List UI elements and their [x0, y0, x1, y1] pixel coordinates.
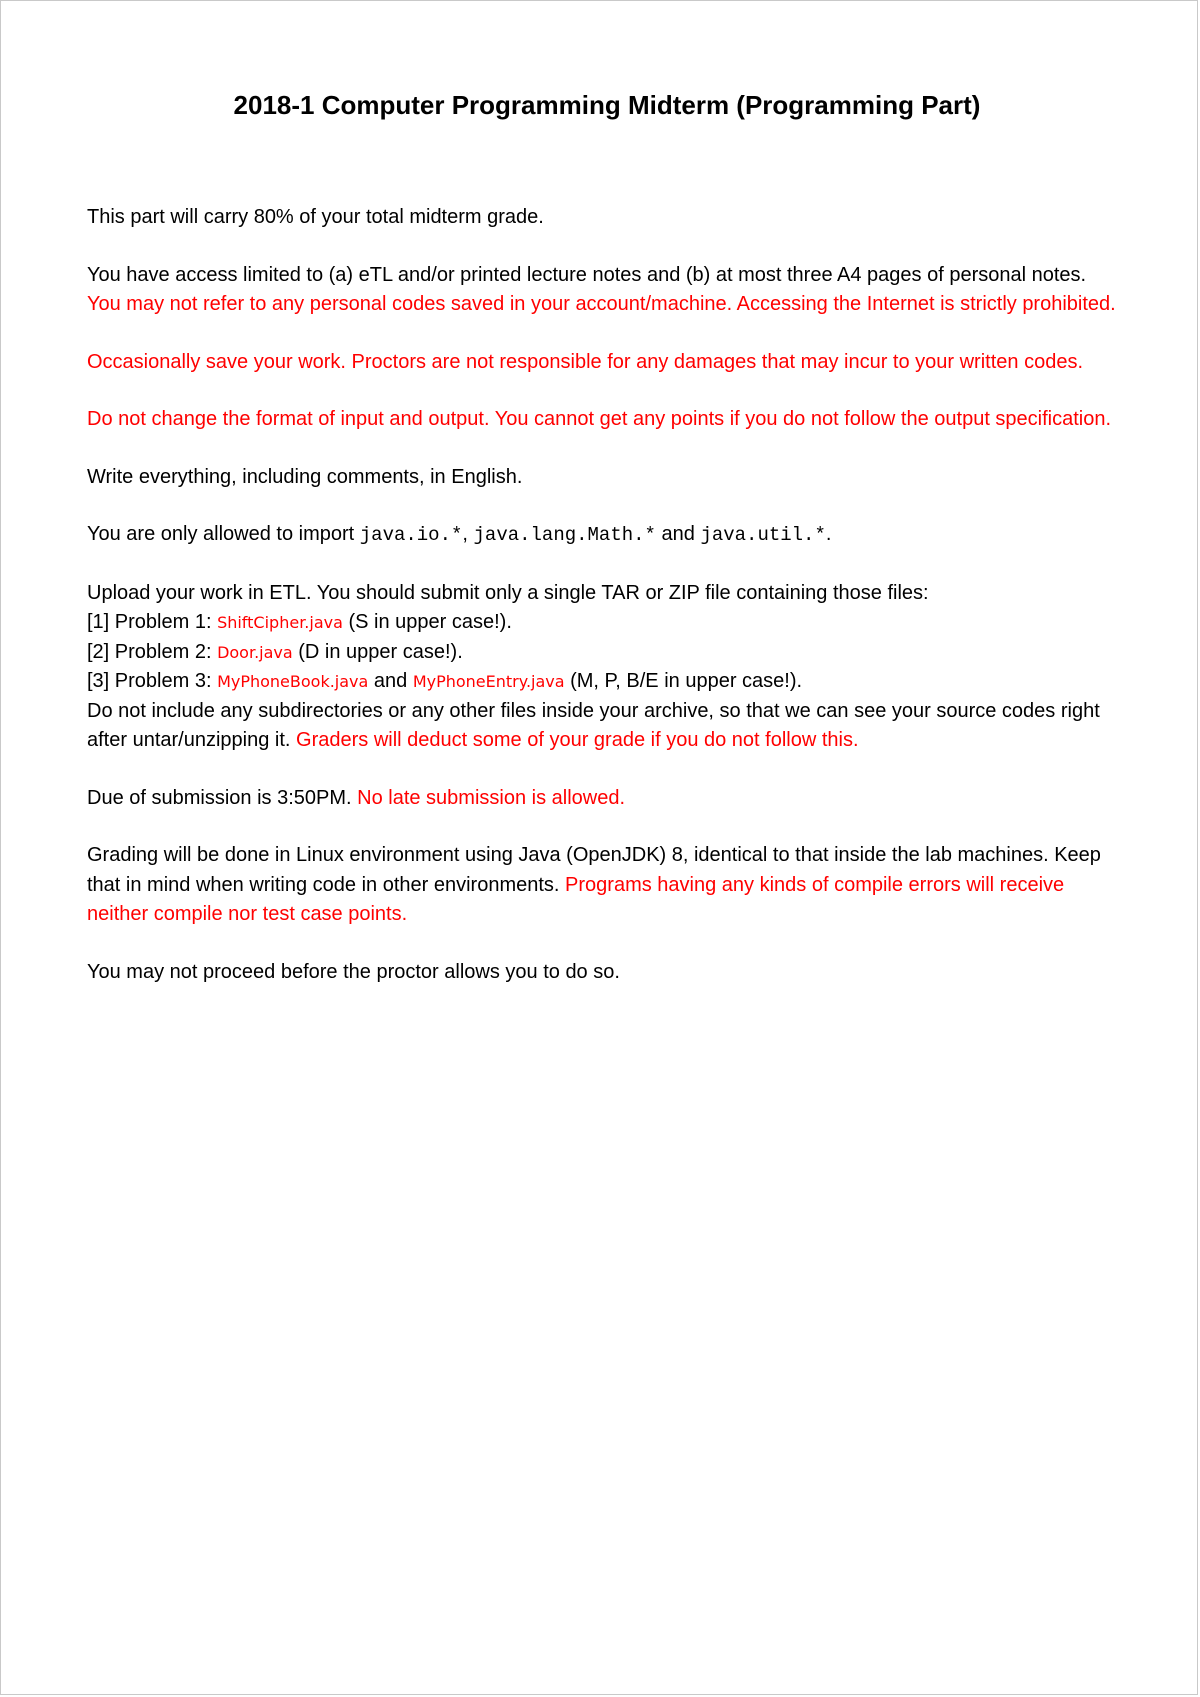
imports-separator-1: ,: [462, 523, 474, 545]
late-submission-warning: No late submission is allowed.: [357, 786, 626, 809]
problem-3-label: [3] Problem 3:: [87, 670, 218, 692]
problem-3-and: and: [368, 670, 413, 692]
archive-rule-text: Do not include any subdirectories or any other files inside your archive, so that we can see your source codes right after untar/unzipping it.: [87, 699, 1100, 751]
imports-separator-2: and: [655, 523, 701, 545]
problem-3-filename-1: MyPhoneBook.java: [217, 672, 369, 691]
compile-error-warning: Programs having any kinds of compile errors will receive neither compile nor test case points.: [87, 873, 1065, 925]
problem-2-note: (D in upper case!).: [292, 640, 463, 663]
import-java-io: java.io.*: [359, 524, 463, 546]
problem-1-note: (S in upper case!).: [342, 611, 512, 633]
save-work-warning: Occasionally save your work. Proctors are not responsible for any damages that may incur to your written codes.: [87, 350, 1084, 373]
due-paragraph: [87, 784, 1117, 814]
imports-paragraph: [87, 520, 1117, 551]
imports-prefix: You are only allowed to import: [87, 523, 360, 545]
problem-3-filename-2: MyPhoneEntry.java: [412, 672, 565, 691]
problem-2-label: [2] Problem 2:: [87, 640, 218, 663]
language-text: Write everything, including comments, in English.: [87, 465, 523, 488]
save-work-paragraph: [87, 348, 1117, 378]
document-body: [87, 87, 1117, 1015]
proceed-paragraph: [87, 958, 1117, 988]
grade-weight-paragraph: [87, 203, 1117, 233]
problem-2-filename: Door.java: [217, 642, 293, 662]
problem-3-line: [87, 667, 1117, 697]
grading-paragraph: [87, 841, 1117, 930]
problem-1-label: [1] Problem 1:: [87, 611, 218, 633]
archive-rule-warning: Graders will deduct some of your grade if you do not follow this.: [296, 729, 859, 751]
due-text: Due of submission is 3:50PM.: [87, 786, 352, 809]
language-paragraph: [87, 463, 1117, 493]
submission-intro: Upload your work in ETL. You should submit only a single TAR or ZIP file containing those files:: [87, 581, 929, 604]
grading-text: Grading will be done in Linux environment using Java (OpenJDK) 8, identical to that inside the lab machines. Keep that in mind when writing code in other environments.: [87, 844, 1101, 896]
proceed-text: You may not proceed before the proctor allows you to do so.: [87, 960, 620, 983]
imports-suffix: .: [825, 523, 832, 545]
format-warning: Do not change the format of input and output. You cannot get any points if you do not follow the output specification.: [87, 408, 1112, 430]
import-java-lang-math: java.lang.Math.*: [473, 524, 656, 546]
problem-3-note: (M, P, B/E in upper case!).: [564, 670, 803, 692]
access-rules-paragraph: [87, 261, 1117, 320]
format-paragraph: [87, 405, 1117, 435]
problem-2-line: [87, 638, 1117, 668]
access-rules-warning: You may not refer to any personal codes saved in your account/machine. Accessing the Internet is strictly prohibited.: [87, 293, 1116, 315]
access-rules-text: You have access limited to (a) eTL and/or printed lecture notes and (b) at most three A4 pages of personal notes.: [87, 263, 1087, 286]
problem-1-filename: ShiftCipher.java: [217, 613, 343, 632]
import-java-util: java.util.*: [700, 524, 826, 546]
submission-paragraph: [87, 579, 1117, 756]
grade-weight-text: This part will carry 80% of your total midterm grade.: [87, 206, 544, 228]
document-title: 2018-1 Computer Programming Midterm (Programming Part): [233, 90, 981, 120]
problem-1-line: [87, 608, 1117, 638]
